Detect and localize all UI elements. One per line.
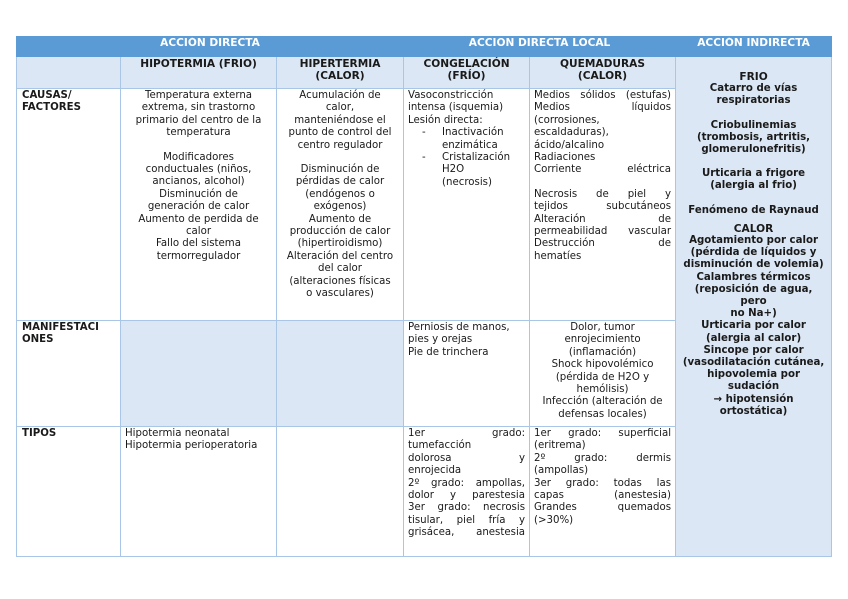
text-line: pies y orejas (408, 334, 473, 346)
causas-hipotermia (121, 89, 277, 321)
tipos-hipertermia (277, 427, 404, 557)
text-line: hipovolemia por sudación (707, 369, 800, 393)
text-line: (hipertiroidismo) (297, 238, 383, 250)
header-accion-directa: ACCIÓN DIRECTA (17, 37, 404, 57)
text-line: Urticaria a frigore (701, 168, 806, 180)
text-line: permeabilidad vascular (534, 226, 672, 238)
text-line: Calambres térmicos (696, 271, 811, 283)
spacer (281, 152, 399, 164)
manif-hipotermia (121, 321, 277, 427)
tipos-congelacion (404, 427, 530, 557)
manif-quemaduras (530, 321, 676, 427)
text-line: (corrosiones, (534, 114, 600, 126)
text-line: (endógenos o (305, 188, 375, 200)
text-line: Infección (alteración de (542, 396, 663, 408)
text-line: Grandes quemados (534, 502, 672, 514)
text-line: (alteraciones físicas (289, 275, 391, 287)
text-line: 1er grado: (408, 428, 526, 439)
text-line: no Na+) (730, 308, 777, 320)
text-line: hematíes (534, 250, 582, 262)
text-line: conductuales (niños, (145, 164, 252, 176)
text-line: dolor y parestesia (408, 490, 526, 502)
text-line: calor (185, 226, 212, 238)
manif-hipertermia (277, 321, 404, 427)
text-line: disminución de volemia) (683, 259, 824, 271)
causas-hipertermia (277, 89, 404, 321)
text-line: dolorosa y (408, 452, 526, 464)
text-line: Catarro de vías (709, 83, 798, 95)
text-line: respiratorias (716, 95, 791, 107)
text-line: capas (anestesia) (534, 490, 672, 502)
calor-list (680, 235, 827, 418)
text-line: Aumento de perdida de (138, 213, 259, 225)
text-line: o vasculares) (306, 288, 374, 300)
text-line: centro regulador (297, 139, 383, 151)
text-line: Necrosis de piel y (534, 188, 672, 200)
text-line: Pie de trinchera (408, 346, 489, 358)
text-line: extrema, sin trastorno (141, 102, 256, 114)
text-line: exógenos) (313, 201, 367, 213)
text-line: tejidos subcutáneos (534, 201, 672, 213)
causas-quemaduras (530, 89, 676, 321)
text-line: Fallo del sistema (156, 238, 241, 250)
text-line: punto de control del (288, 127, 392, 139)
text-line: grisácea, anestesia (408, 527, 526, 539)
text-line: Destrucción de (534, 238, 672, 250)
text-line: primario del centro de la (135, 114, 262, 126)
text-line: enrojecimiento (564, 334, 641, 346)
text-line: tisular, piel fría y (408, 514, 526, 526)
text-line: pérdidas de calor (295, 176, 385, 188)
text-line: ácido/alcalino (534, 139, 605, 151)
col-quemaduras: QUEMADURAS (CALOR) (530, 57, 676, 89)
text-line: hemólisis) (576, 384, 629, 396)
spacer (680, 193, 827, 205)
col-hipertermia: HIPERTERMIA (CALOR) (277, 57, 404, 89)
row-tipos: TIPOS (17, 427, 121, 557)
row-causas: CAUSAS/ FACTORES (17, 89, 121, 321)
text-line: enrojecida (408, 465, 462, 477)
comparison-table (16, 36, 832, 557)
text-line: Disminución de (159, 188, 238, 200)
tipos-quemaduras (530, 427, 676, 557)
text-line: del calor (318, 263, 362, 275)
text-line: Sincope por calor (703, 344, 804, 356)
text-line: Medios líquidos (534, 102, 672, 114)
text-line: tumefacción (408, 440, 472, 452)
text-line: (alergia al calor) (705, 332, 802, 344)
spacer (125, 140, 272, 152)
row-manifestaciones: MANIFESTACI ONES (17, 321, 121, 427)
text-line: (>30%) (534, 514, 574, 526)
text-line: Temperatura externa (144, 90, 253, 101)
text-line: Hipotermia perioperatoria (125, 440, 258, 452)
text-line: ortostática) (719, 405, 788, 417)
text-line: 1er grado: superficial (534, 428, 672, 439)
text-line: (alergia al frio) (710, 180, 797, 192)
col-congelacion: CONGELACIÓN (FRÍO) (404, 57, 530, 89)
frio-title: FRIO (739, 71, 768, 83)
text-line: temperatura (166, 127, 231, 139)
causas-congelacion: Vasoconstricción intensa (isquemia) Lesión directa: - Inactivación enzimática - Cristalización H2O (necrosis) (404, 89, 530, 321)
text-line: Shock hipovolémico (551, 359, 654, 371)
text-line: Alteración del centro (286, 250, 394, 262)
text-line: 3er grado: necrosis (408, 502, 526, 514)
text-line: Radiaciones (534, 152, 596, 164)
indirecta-cell (676, 57, 832, 557)
text-line: (pérdida de H2O y (555, 371, 650, 383)
text-line: termorregulador (156, 250, 241, 262)
text-line: (eritrema) (534, 440, 586, 452)
text-line: (inflamación) (568, 346, 637, 358)
text-line: calor, (325, 102, 355, 114)
frio-list (680, 83, 827, 217)
text-line: Urticaria por calor (701, 320, 806, 332)
text-line: Acumulación de (299, 90, 381, 101)
spacer (534, 177, 671, 189)
text-line: Agotamiento por calor (689, 235, 818, 247)
corner-cell (17, 57, 121, 89)
text-line: Hipotermia neonatal (125, 428, 230, 439)
text-line: Fenómeno de Raynaud (688, 204, 819, 216)
text-line: Perniosis de manos, (408, 322, 510, 333)
text-line: manteniéndose el (294, 114, 386, 126)
text-line: 2º grado: dermis (534, 452, 672, 464)
text-line: (pérdida de líquidos y (690, 247, 817, 259)
text-line: defensas locales) (558, 408, 647, 420)
text-line: (vasodilatación cutánea, (682, 357, 825, 369)
tipos-hipotermia (121, 427, 277, 557)
text-line: Criobulinemias (710, 119, 797, 131)
text-line: → hipotensión (713, 393, 794, 405)
text-line: Alteración de (534, 213, 672, 225)
text-line: producción de calor (289, 226, 391, 238)
text-line: 2º grado: ampollas, (408, 477, 526, 489)
text-line: Corriente eléctrica (534, 164, 672, 176)
text-line: Dolor, tumor (570, 322, 635, 333)
col-hipotermia: HIPOTERMIA (FRIO) (121, 57, 277, 89)
manif-congelacion (404, 321, 530, 427)
text-line: 3er grado: todas las (534, 477, 672, 489)
text-line: generación de calor (147, 201, 250, 213)
text-line: Modificadores (163, 151, 234, 163)
calor-title: CALOR (733, 222, 774, 235)
text-line: glomerulonefritis) (701, 144, 806, 156)
text-line: escaldaduras), (534, 127, 609, 139)
text-line: (reposición de agua, pero (694, 283, 813, 308)
spacer (680, 156, 827, 168)
text-line: Disminución de (300, 164, 380, 176)
text-line: (ampollas) (534, 465, 589, 477)
text-line: Aumento de (308, 213, 372, 225)
header-accion-indirecta: ACCIÓN INDIRECTA (676, 37, 832, 57)
text-line: (trombosis, artritis, (696, 131, 811, 143)
text-line: ancianos, alcohol) (152, 176, 245, 188)
spacer (680, 108, 827, 120)
text-line: Medios sólidos (estufas) (534, 90, 672, 101)
header-accion-directa-local: ACCION DIRECTA LOCAL (404, 37, 676, 57)
